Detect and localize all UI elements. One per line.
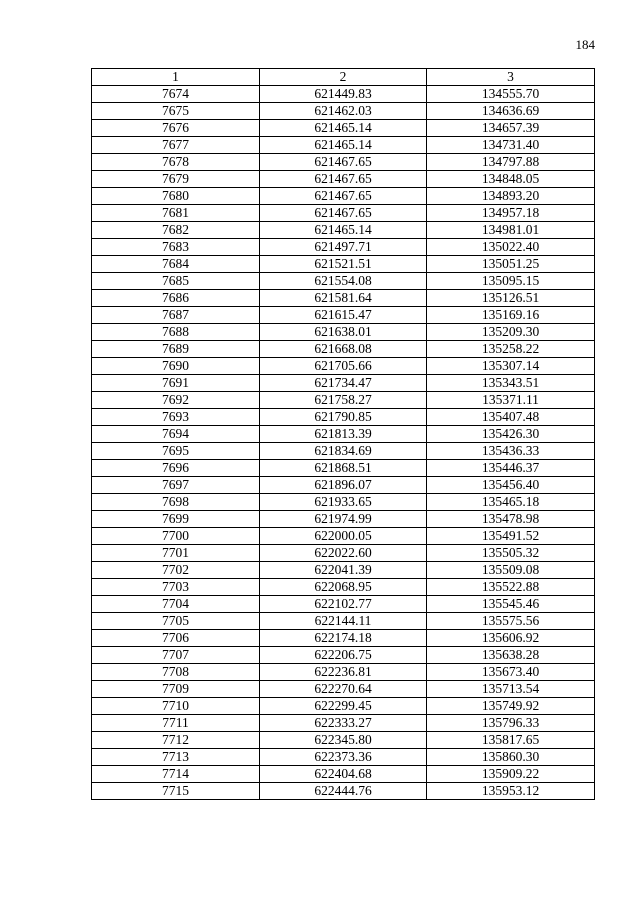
- header-row: [92, 69, 595, 86]
- x-coordinate-cell: 622444.76: [260, 783, 427, 800]
- x-coordinate-cell: 621465.14: [260, 222, 427, 239]
- x-coordinate-cell: 622041.39: [260, 562, 427, 579]
- table-row: [92, 273, 595, 290]
- coordinates-table: [91, 68, 595, 800]
- y-coordinate-cell: 135126.51: [427, 290, 595, 307]
- y-coordinate-cell: 135307.14: [427, 358, 595, 375]
- x-coordinate-cell: 621790.85: [260, 409, 427, 426]
- point-number-cell: 7692: [92, 392, 260, 409]
- x-coordinate-cell: 621834.69: [260, 443, 427, 460]
- y-coordinate-cell: 135713.54: [427, 681, 595, 698]
- point-number-cell: 7710: [92, 698, 260, 715]
- table-row: [92, 341, 595, 358]
- point-number-cell: 7702: [92, 562, 260, 579]
- table-row: [92, 562, 595, 579]
- table-row: [92, 120, 595, 137]
- y-coordinate-cell: 134555.70: [427, 86, 595, 103]
- x-coordinate-cell: 621467.65: [260, 205, 427, 222]
- x-coordinate-cell: 621521.51: [260, 256, 427, 273]
- x-coordinate-cell: 621462.03: [260, 103, 427, 120]
- x-coordinate-cell: 622404.68: [260, 766, 427, 783]
- y-coordinate-cell: 135371.11: [427, 392, 595, 409]
- table-row: [92, 664, 595, 681]
- table-row: [92, 647, 595, 664]
- point-number-cell: 7686: [92, 290, 260, 307]
- y-coordinate-cell: 134848.05: [427, 171, 595, 188]
- x-coordinate-cell: 622000.05: [260, 528, 427, 545]
- table-row: [92, 681, 595, 698]
- point-number-cell: 7700: [92, 528, 260, 545]
- x-coordinate-cell: 621467.65: [260, 154, 427, 171]
- y-coordinate-cell: 135465.18: [427, 494, 595, 511]
- column-header-3: 3: [427, 69, 595, 86]
- x-coordinate-cell: 621615.47: [260, 307, 427, 324]
- table-row: [92, 698, 595, 715]
- point-number-cell: 7699: [92, 511, 260, 528]
- table-row: [92, 426, 595, 443]
- point-number-cell: 7708: [92, 664, 260, 681]
- y-coordinate-cell: 135343.51: [427, 375, 595, 392]
- x-coordinate-cell: 621465.14: [260, 137, 427, 154]
- table-row: [92, 307, 595, 324]
- point-number-cell: 7684: [92, 256, 260, 273]
- y-coordinate-cell: 135022.40: [427, 239, 595, 256]
- table-row: [92, 86, 595, 103]
- point-number-cell: 7680: [92, 188, 260, 205]
- point-number-cell: 7697: [92, 477, 260, 494]
- point-number-cell: 7693: [92, 409, 260, 426]
- point-number-cell: 7688: [92, 324, 260, 341]
- y-coordinate-cell: 135673.40: [427, 664, 595, 681]
- table-row: [92, 749, 595, 766]
- table-row: [92, 239, 595, 256]
- y-coordinate-cell: 134981.01: [427, 222, 595, 239]
- y-coordinate-cell: 135545.46: [427, 596, 595, 613]
- y-coordinate-cell: 135638.28: [427, 647, 595, 664]
- point-number-cell: 7701: [92, 545, 260, 562]
- x-coordinate-cell: 621933.65: [260, 494, 427, 511]
- table-row: [92, 154, 595, 171]
- x-coordinate-cell: 621734.47: [260, 375, 427, 392]
- table-row: [92, 528, 595, 545]
- y-coordinate-cell: 135478.98: [427, 511, 595, 528]
- table-header: [92, 69, 595, 86]
- point-number-cell: 7690: [92, 358, 260, 375]
- x-coordinate-cell: 621449.83: [260, 86, 427, 103]
- point-number-cell: 7691: [92, 375, 260, 392]
- y-coordinate-cell: 135051.25: [427, 256, 595, 273]
- table-row: [92, 494, 595, 511]
- table-row: [92, 256, 595, 273]
- y-coordinate-cell: 135407.48: [427, 409, 595, 426]
- y-coordinate-cell: 135491.52: [427, 528, 595, 545]
- page-number: 184: [575, 37, 595, 52]
- y-coordinate-cell: 134893.20: [427, 188, 595, 205]
- point-number-cell: 7685: [92, 273, 260, 290]
- column-header-1: 1: [92, 69, 260, 86]
- x-coordinate-cell: 621638.01: [260, 324, 427, 341]
- y-coordinate-cell: 134957.18: [427, 205, 595, 222]
- table-row: [92, 715, 595, 732]
- x-coordinate-cell: 622102.77: [260, 596, 427, 613]
- y-coordinate-cell: 135456.40: [427, 477, 595, 494]
- y-coordinate-cell: 134797.88: [427, 154, 595, 171]
- x-coordinate-cell: 621896.07: [260, 477, 427, 494]
- point-number-cell: 7707: [92, 647, 260, 664]
- point-number-cell: 7703: [92, 579, 260, 596]
- point-number-cell: 7712: [92, 732, 260, 749]
- y-coordinate-cell: 135953.12: [427, 783, 595, 800]
- point-number-cell: 7711: [92, 715, 260, 732]
- table-row: [92, 783, 595, 800]
- point-number-cell: 7681: [92, 205, 260, 222]
- table-row: [92, 630, 595, 647]
- x-coordinate-cell: 621974.99: [260, 511, 427, 528]
- point-number-cell: 7682: [92, 222, 260, 239]
- y-coordinate-cell: 135209.30: [427, 324, 595, 341]
- y-coordinate-cell: 135575.56: [427, 613, 595, 630]
- y-coordinate-cell: 135426.30: [427, 426, 595, 443]
- table-row: [92, 290, 595, 307]
- x-coordinate-cell: 622270.64: [260, 681, 427, 698]
- point-number-cell: 7683: [92, 239, 260, 256]
- x-coordinate-cell: 621868.51: [260, 460, 427, 477]
- point-number-cell: 7675: [92, 103, 260, 120]
- y-coordinate-cell: 135258.22: [427, 341, 595, 358]
- x-coordinate-cell: 621467.65: [260, 171, 427, 188]
- table-row: [92, 358, 595, 375]
- y-coordinate-cell: 135860.30: [427, 749, 595, 766]
- x-coordinate-cell: 621758.27: [260, 392, 427, 409]
- x-coordinate-cell: 622345.80: [260, 732, 427, 749]
- y-coordinate-cell: 135606.92: [427, 630, 595, 647]
- table-row: [92, 511, 595, 528]
- table-row: [92, 477, 595, 494]
- y-coordinate-cell: 135095.15: [427, 273, 595, 290]
- x-coordinate-cell: 621668.08: [260, 341, 427, 358]
- y-coordinate-cell: 135446.37: [427, 460, 595, 477]
- x-coordinate-cell: 622299.45: [260, 698, 427, 715]
- point-number-cell: 7689: [92, 341, 260, 358]
- point-number-cell: 7709: [92, 681, 260, 698]
- y-coordinate-cell: 135749.92: [427, 698, 595, 715]
- point-number-cell: 7713: [92, 749, 260, 766]
- point-number-cell: 7677: [92, 137, 260, 154]
- table-body: [92, 86, 595, 800]
- table-row: [92, 766, 595, 783]
- y-coordinate-cell: 135817.65: [427, 732, 595, 749]
- point-number-cell: 7706: [92, 630, 260, 647]
- x-coordinate-cell: 622373.36: [260, 749, 427, 766]
- point-number-cell: 7696: [92, 460, 260, 477]
- x-coordinate-cell: 622022.60: [260, 545, 427, 562]
- x-coordinate-cell: 622068.95: [260, 579, 427, 596]
- y-coordinate-cell: 134636.69: [427, 103, 595, 120]
- point-number-cell: 7678: [92, 154, 260, 171]
- point-number-cell: 7715: [92, 783, 260, 800]
- table-row: [92, 443, 595, 460]
- y-coordinate-cell: 135505.32: [427, 545, 595, 562]
- x-coordinate-cell: 621467.65: [260, 188, 427, 205]
- table-row: [92, 205, 595, 222]
- x-coordinate-cell: 622206.75: [260, 647, 427, 664]
- point-number-cell: 7705: [92, 613, 260, 630]
- y-coordinate-cell: 134657.39: [427, 120, 595, 137]
- y-coordinate-cell: 135509.08: [427, 562, 595, 579]
- table-row: [92, 732, 595, 749]
- x-coordinate-cell: 622174.18: [260, 630, 427, 647]
- table-row: [92, 596, 595, 613]
- x-coordinate-cell: 621465.14: [260, 120, 427, 137]
- x-coordinate-cell: 621554.08: [260, 273, 427, 290]
- table-row: [92, 375, 595, 392]
- y-coordinate-cell: 135909.22: [427, 766, 595, 783]
- table-row: [92, 137, 595, 154]
- point-number-cell: 7674: [92, 86, 260, 103]
- point-number-cell: 7704: [92, 596, 260, 613]
- x-coordinate-cell: 621705.66: [260, 358, 427, 375]
- point-number-cell: 7679: [92, 171, 260, 188]
- table-row: [92, 103, 595, 120]
- table-row: [92, 392, 595, 409]
- table-row: [92, 545, 595, 562]
- point-number-cell: 7695: [92, 443, 260, 460]
- y-coordinate-cell: 135796.33: [427, 715, 595, 732]
- table-row: [92, 579, 595, 596]
- point-number-cell: 7714: [92, 766, 260, 783]
- y-coordinate-cell: 135436.33: [427, 443, 595, 460]
- y-coordinate-cell: 135522.88: [427, 579, 595, 596]
- y-coordinate-cell: 134731.40: [427, 137, 595, 154]
- column-header-2: 2: [260, 69, 427, 86]
- x-coordinate-cell: 621813.39: [260, 426, 427, 443]
- x-coordinate-cell: 622236.81: [260, 664, 427, 681]
- table-row: [92, 460, 595, 477]
- point-number-cell: 7694: [92, 426, 260, 443]
- table-row: [92, 222, 595, 239]
- table-row: [92, 324, 595, 341]
- x-coordinate-cell: 621581.64: [260, 290, 427, 307]
- point-number-cell: 7698: [92, 494, 260, 511]
- point-number-cell: 7687: [92, 307, 260, 324]
- table-row: [92, 171, 595, 188]
- table-row: [92, 613, 595, 630]
- table-row: [92, 188, 595, 205]
- point-number-cell: 7676: [92, 120, 260, 137]
- table-row: [92, 409, 595, 426]
- y-coordinate-cell: 135169.16: [427, 307, 595, 324]
- x-coordinate-cell: 622144.11: [260, 613, 427, 630]
- x-coordinate-cell: 622333.27: [260, 715, 427, 732]
- x-coordinate-cell: 621497.71: [260, 239, 427, 256]
